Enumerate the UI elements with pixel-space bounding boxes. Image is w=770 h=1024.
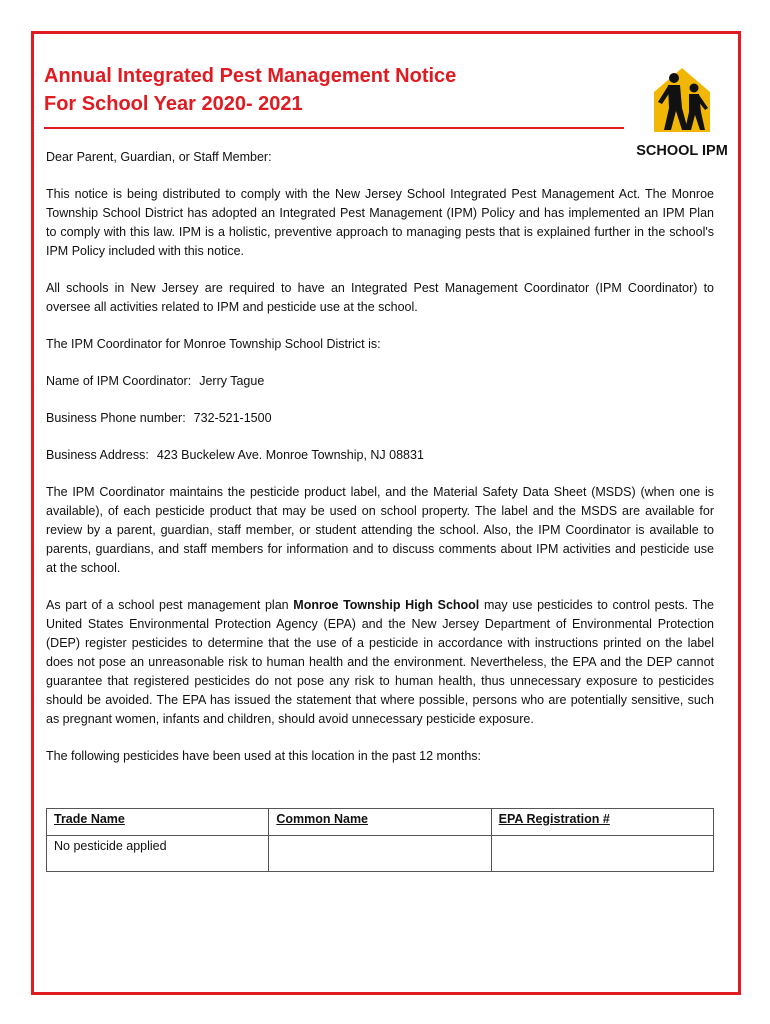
paragraph-msds: The IPM Coordinator maintains the pesticide product label, and the Material Safety Data Sheet (MSDS) (when one is available), of each pesticide product that may be used on school property. The label and the MSDS are available for review by a parent, guardian, staff member, or student attending the school. Also, the IPM Coordinator is available to parents, guardians, and staff members for information and to discuss comments about IPM activities and pesticide use at the school. <box>46 485 714 575</box>
phone-line <box>46 409 714 428</box>
phone-label: Business Phone number: <box>46 411 186 425</box>
paragraph-pesticides-used: The following pesticides have been used at this location in the past 12 months: <box>46 749 481 763</box>
column-header-common-name: Common Name <box>269 809 491 836</box>
paragraph-5-rest: may use pesticides to control pests. The United States Environmental Protection Agency (EPA) and the New Jersey Department of Environmental Protection (DEP) register pesticides to determine that the use of a pesticide in accordance with instructions printed on the label does not pose an unreasonable risk to human health and the environment. Nevertheless, the EPA and the DEP cannot guarantee that registered pesticides do not pose any risk to human health, thus unnecessary exposure to pesticides should be avoided. The EPA has issued the statement that where possible, persons who are potentially sensitive, such as pregnant women, infants and children, should avoid unnecessary pesticide exposure. <box>46 598 714 726</box>
paragraph-coordinator-requirement: All schools in New Jersey are required to have an Integrated Pest Management Coordinator (IPM Coordinator) to oversee all activities related to IPM and pesticide use at the school. <box>46 281 714 314</box>
table-cell-trade-name: No pesticide applied <box>47 836 269 872</box>
coordinator-name-line <box>46 372 714 391</box>
paragraph-act-compliance: This notice is being distributed to comply with the New Jersey School Integrated Pest Management Act. The Monroe Township School District has adopted an Integrated Pest Management (IPM) Policy and has implemented an IPM Plan to comply with this law. IPM is a holistic, preventive approach to managing pests that is explained further in the school's IPM Policy included with this notice. <box>46 187 714 258</box>
table-header-row <box>47 809 714 836</box>
notice-body <box>46 148 714 784</box>
address-line <box>46 446 714 465</box>
table-cell-epa-registration <box>491 836 713 872</box>
coordinator-name-label: Name of IPM Coordinator: <box>46 374 192 388</box>
column-header-trade-name: Trade Name <box>47 809 269 836</box>
school-ipm-logo <box>636 64 728 160</box>
table-row <box>47 836 714 872</box>
paragraph-5-lead: As part of a school pest management plan <box>46 598 294 612</box>
address-value: 423 Buckelew Ave. Monroe Township, NJ 08831 <box>156 448 424 462</box>
coordinator-name-value: Jerry Tague <box>199 374 265 388</box>
table-cell-common-name <box>269 836 491 872</box>
page-title <box>44 62 456 118</box>
phone-value: 732-521-1500 <box>193 411 272 425</box>
salutation: Dear Parent, Guardian, or Staff Member: <box>46 150 272 164</box>
column-header-epa-registration: EPA Registration # <box>491 809 713 836</box>
pesticide-table <box>46 808 714 872</box>
logo-wordmark: SCHOOL IPM <box>636 143 728 159</box>
paragraph-coordinator-intro: The IPM Coordinator for Monroe Township School District is: <box>46 337 381 351</box>
address-label: Business Address: <box>46 448 149 462</box>
paragraph-pest-management-plan <box>46 596 714 729</box>
title-underline <box>44 127 624 129</box>
title-line-2: For School Year 2020- 2021 <box>44 93 303 115</box>
title-line-1: Annual Integrated Pest Management Notice <box>44 65 457 87</box>
school-name: Monroe Township High School <box>293 598 480 612</box>
